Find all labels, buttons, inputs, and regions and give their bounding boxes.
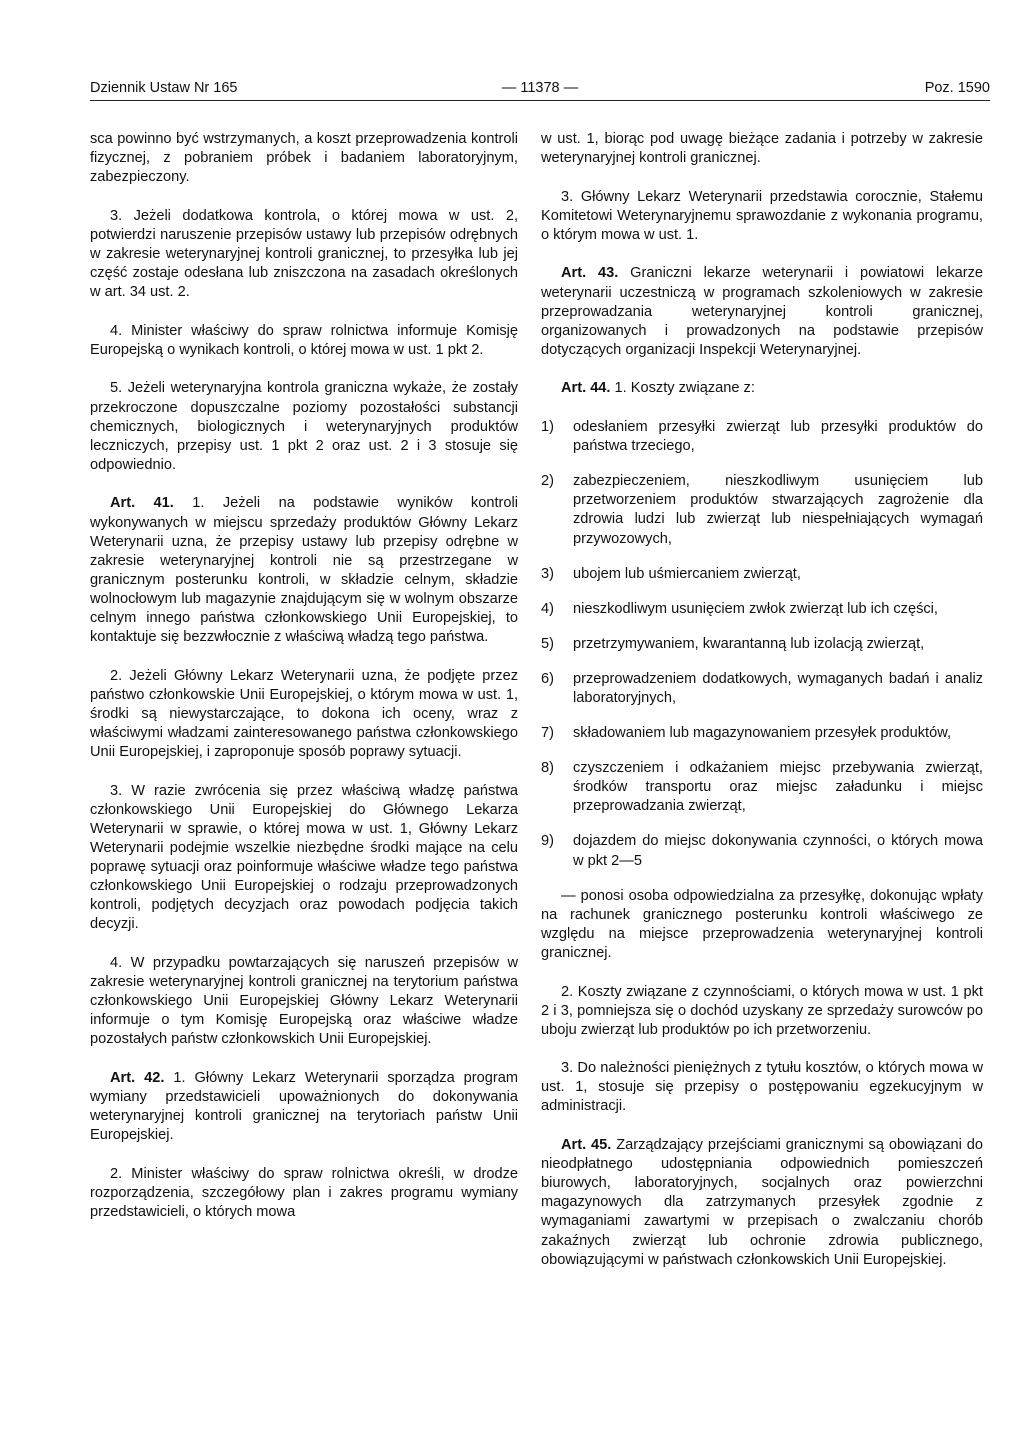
paragraph: 5. Jeżeli weterynaryjna kontrola graniczna wykaże, że zostały przekroczone dopuszczalne poziomy pozostałości substancji chemicznych, biologicznych i weterynaryjnych produktów leczniczych, przepisy ust. 1 pkt 2 oraz ust. 2 i 3 stosuje się odpowiednio.: [90, 380, 518, 473]
list-item-number: 4): [541, 600, 554, 617]
list-item: [541, 832, 983, 870]
list-item-text: odesłaniem przesyłki zwierząt lub przesyłki produktów do państwa trzeciego,: [573, 419, 983, 455]
list-item-text: ubojem lub uśmiercaniem zwierząt,: [573, 565, 801, 582]
article-label: Art. 42.: [110, 1069, 165, 1086]
article-43: [541, 264, 983, 359]
article-label: Art. 43.: [561, 265, 619, 282]
list-item: [541, 418, 983, 456]
paragraph: sca powinno być wstrzymanych, a koszt przeprowadzenia kontroli fizycznej, z pobraniem próbek i badaniem laboratoryjnym, zabezpieczony.: [90, 131, 518, 186]
list-item-number: 2): [541, 473, 554, 490]
cost-list: [541, 418, 983, 871]
article-text: Graniczni lekarze weterynarii i powiatowi lekarze weterynarii uczestniczą w programach szkoleniowych w zakresie przeprowadzania weterynaryjnej kontroli granicznej, organizowanych i prowadzonych na podstawie przepisów dotyczących organizacji Inspekcji Weterynaryjnej.: [541, 265, 984, 358]
paragraph: 4. W przypadku powtarzających się naruszeń przepisów w zakresie weterynaryjnej kontroli granicznej na terytorium państwa członkowskiego Unii Europejskiej Główny Lekarz Weterynarii informuje o tym Komisję Europejską oraz właściwe władze pozostałych państw członkowskich Unii Europejskiej.: [90, 954, 518, 1048]
list-item-text: przetrzymywaniem, kwarantanną lub izolacją zwierząt,: [573, 635, 925, 652]
list-item-number: 8): [541, 760, 554, 777]
article-text: 1. Główny Lekarz Weterynarii sporządza program wymiany przedstawicieli upoważnionych do dokonywania weterynaryjnej kontroli granicznej na terytoriach państw Unii Europejskiej.: [90, 1069, 518, 1144]
list-item: [541, 472, 983, 548]
article-label: Art. 45.: [561, 1137, 612, 1154]
list-item: [541, 670, 983, 708]
article-42: [90, 1069, 518, 1145]
paragraph: 2. Minister właściwy do spraw rolnictwa określi, w drodze rozporządzenia, szczegółowy plan i zakres programu wymiany przedstawicieli, o których mowa: [90, 1165, 518, 1220]
paragraph: w ust. 1, biorąc pod uwagę bieżące zadania i potrzeby w zakresie weterynaryjnej kontroli granicznej.: [541, 131, 983, 167]
list-item-text: nieszkodliwym usunięciem zwłok zwierząt lub ich części,: [573, 600, 938, 617]
list-item-text: czyszczeniem i odkażaniem miejsc przebywania zwierząt, środków transportu oraz miejsc załadunku i miejsc przeprowadzania zwierząt,: [573, 760, 983, 815]
position-number: Poz. 1590: [924, 80, 990, 96]
paragraph: 2. Jeżeli Główny Lekarz Weterynarii uzna, że podjęte przez państwo członkowskie Unii Europejskiej, o którym mowa w ust. 1, środki są niewystarczające, to dokona ich oceny, wraz z właściwymi władzami zainteresowanego państwa członkowskiego Unii Europejskiej, i zaproponuje sposób poprawy sytuacji.: [90, 667, 518, 761]
list-item-number: 1): [541, 419, 554, 436]
article-text: 1. Koszty związane z:: [614, 380, 755, 397]
list-item-text: zabezpieczeniem, nieszkodliwym usunięciem lub przetworzeniem produktów stwarzających zagrożenie dla zdrowia ludzi lub zwierząt lub niespełniających wymagań przywozowych,: [573, 473, 983, 547]
page-number: — 11378 —: [501, 80, 579, 96]
list-item: [541, 759, 983, 816]
article-text: 1. Jeżeli na podstawie wyników kontroli wykonywanych w miejscu sprzedaży produktów Główny Lekarz Weterynarii uzna, że przepisy ustawy lub przepisy odrębne w zakresie weterynaryjnej kontroli nie są przestrzegane w granicznym posterunku kontroli, w składzie celnym, składzie wolnocłowym lub magazynie znajdującym się w wolnym obszarze celnym innego państwa członkowskiego Unii Europejskiej, to kontaktuje się bezzwłocznie z właściwą władzą tego państwa.: [90, 495, 518, 646]
paragraph: 3. Główny Lekarz Weterynarii przedstawia corocznie, Stałemu Komitetowi Weterynaryjnemu sprawozdanie z wykonania programu, o którym mowa w ust. 1.: [541, 188, 983, 243]
article-45: [541, 1136, 983, 1270]
paragraph: 2. Koszty związane z czynnościami, o których mowa w ust. 1 pkt 2 i 3, pomniejsza się o dochód uzyskany ze sprzedaży surowców po uboju zwierząt lub produktów po ich przetworzeniu.: [541, 983, 983, 1038]
page-header: [90, 78, 990, 101]
article-41: [90, 494, 518, 647]
list-item-number: 3): [541, 565, 554, 582]
paragraph: — ponosi osoba odpowiedzialna za przesyłkę, dokonując wpłaty na rachunek granicznego posterunku kontroli właściwego ze względu na miejsce przeprowadzenia weterynaryjnej kontroli granicznej.: [541, 887, 983, 961]
article-text: Zarządzający przejściami granicznymi są obowiązani do nieodpłatnego udostępniania odpowiednich pomieszczeń biurowych, laboratoryjnych, socjalnych oraz powierzchni magazynowych dla zatrzymanych przesyłek zgodnie z wymaganiami zawartymi w przepisach o zwalczaniu chorób zakaźnych zwierząt lub ochronie zdrowia publicznego, obowiązującymi w państwach członkowskich Unii Europejskiej.: [541, 1137, 983, 1268]
list-item: [541, 600, 983, 619]
list-item: [541, 724, 983, 743]
list-item-number: 9): [541, 833, 554, 850]
list-item: [541, 565, 983, 584]
left-column: [90, 130, 518, 1242]
list-item-number: 6): [541, 670, 554, 687]
paragraph: 3. Jeżeli dodatkowa kontrola, o której mowa w ust. 2, potwierdzi naruszenie przepisów ustawy lub przepisów odrębnych w zakresie weterynaryjnej kontroli granicznej, to przesyłka lub jej część zostaje odesłana lub zniszczona na zasadach określonych w art. 34 ust. 2.: [90, 207, 518, 301]
right-column: [541, 130, 983, 1289]
article-label: Art. 44.: [561, 380, 611, 397]
list-item-text: przeprowadzeniem dodatkowych, wymaganych badań i analiz laboratoryjnych,: [573, 670, 983, 706]
article-44: [541, 379, 983, 398]
article-label: Art. 41.: [110, 495, 174, 512]
paragraph: 3. W razie zwrócenia się przez właściwą władzę państwa członkowskiego Unii Europejskiej do Głównego Lekarza Weterynarii w sprawie, o której mowa w ust. 1, Główny Lekarz Weterynarii podejmie wszelkie niezbędne środki mające na celu poprawę sytuacji oraz poinformuje właściwe władze tego państwa członkowskiego Unii Europejskiej o rodzaju przeprowadzonych kontroli, podjętych decyzjach oraz powodach podjęcia takich decyzji.: [90, 782, 518, 933]
journal-title: Dziennik Ustaw Nr 165: [90, 80, 238, 96]
paragraph: 3. Do należności pieniężnych z tytułu kosztów, o których mowa w ust. 1, stosuje się przepisy o postępowaniu egzekucyjnym w administracji.: [541, 1060, 983, 1115]
list-item-number: 5): [541, 635, 554, 652]
list-item: [541, 635, 983, 654]
list-item-number: 7): [541, 725, 554, 742]
list-item-text: dojazdem do miejsc dokonywania czynności, o których mowa w pkt 2—5: [573, 833, 983, 869]
list-item-text: składowaniem lub magazynowaniem przesyłek produktów,: [573, 725, 952, 742]
paragraph: 4. Minister właściwy do spraw rolnictwa informuje Komisję Europejską o wynikach kontroli, o której mowa w ust. 1 pkt 2.: [90, 322, 518, 358]
